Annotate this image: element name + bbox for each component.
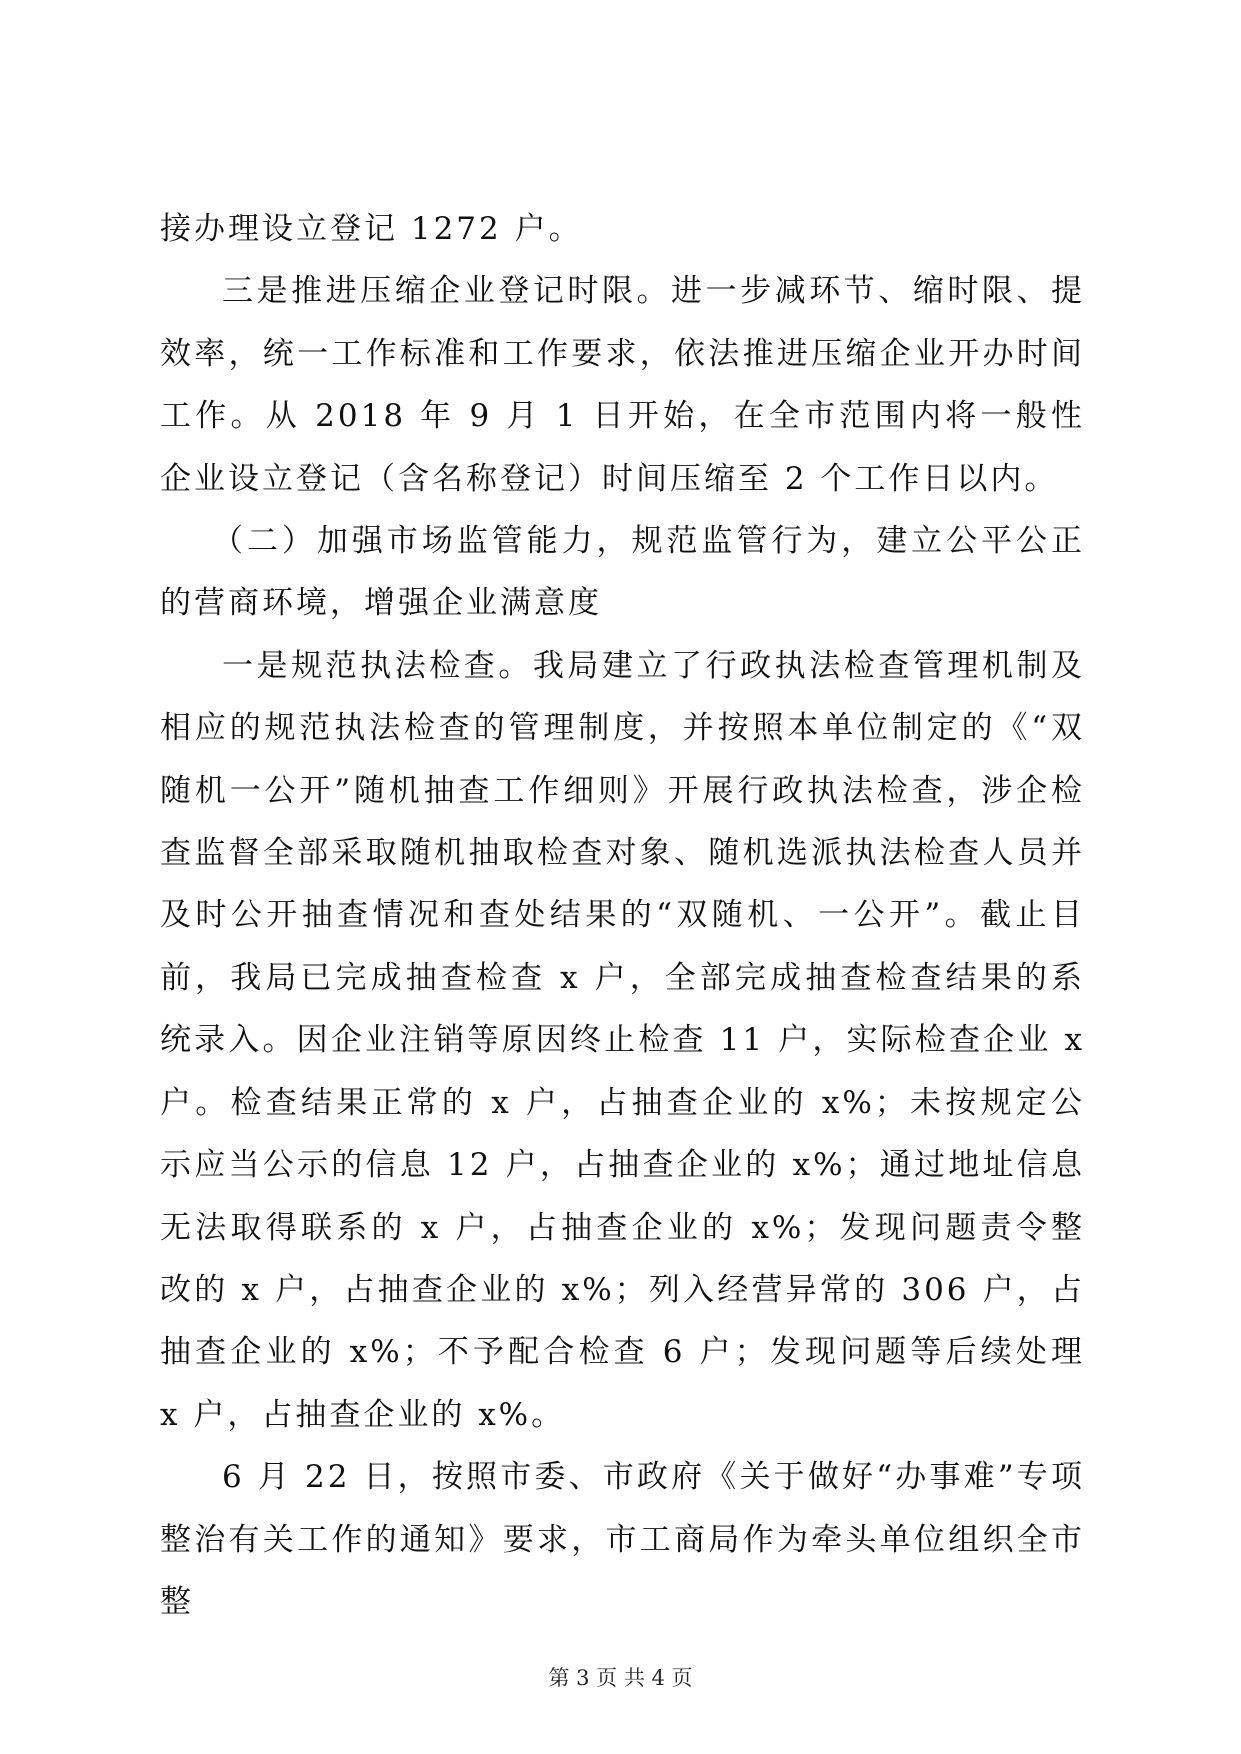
paragraph: 6 月 22 日，按照市委、市政府《关于做好“办事难”专项整治有关工作的通知》要求，市工商局作为牵头单位组织全市整 — [160, 1459, 1085, 1620]
page-footer: 第 3 页 共 4 页 — [548, 1666, 693, 1690]
section-heading: （二）加强市场监管能力，规范监管行为，建立公平公正的营商环境，增强企业满意度 — [160, 523, 1085, 622]
paragraph: 三是推进压缩企业登记时限。进一步减环节、缩时限、提效率，统一工作标准和工作要求，依法推进压缩企业开办时间工作。从 2018 年 9 月 1 日开始，在全市范围内将一般性企业设立登记（含名称登记）时间压缩至 2 个工作日以内。 — [160, 273, 1085, 497]
paragraph: 一是规范执法检查。我局建立了行政执法检查管理机制及相应的规范执法检查的管理制度，并按照本单位制定的《“双随机一公开”随机抽查工作细则》开展行政执法检查，涉企检查监督全部采取随机抽取检查对象、随机选派执法检查人员并及时公开抽查情况和查处结果的“双随机、一公开”。截止目前，我局已完成抽查检查 x 户，全部完成抽查检查结果的系统录入。因企业注销等原因终止检查 11 户，实际检查企业 x 户。检查结果正常的 x 户，占抽查企业的 x%；未按规定公示应当公示的信息 12 户，占抽查企业的 x%；通过地址信息无法取得联系的 x 户，占抽查企业的 x%；发现问题责令整改的 x 户，占抽查企业的 x%；列入经营异常的 306 户，占抽查企业的 x%；不予配合检查 6 户；发现问题等后续处理 x 户，占抽查企业的 x%。 — [160, 647, 1085, 1433]
document-body — [160, 198, 1085, 1633]
paragraph: 接办理设立登记 1272 户。 — [160, 211, 583, 247]
